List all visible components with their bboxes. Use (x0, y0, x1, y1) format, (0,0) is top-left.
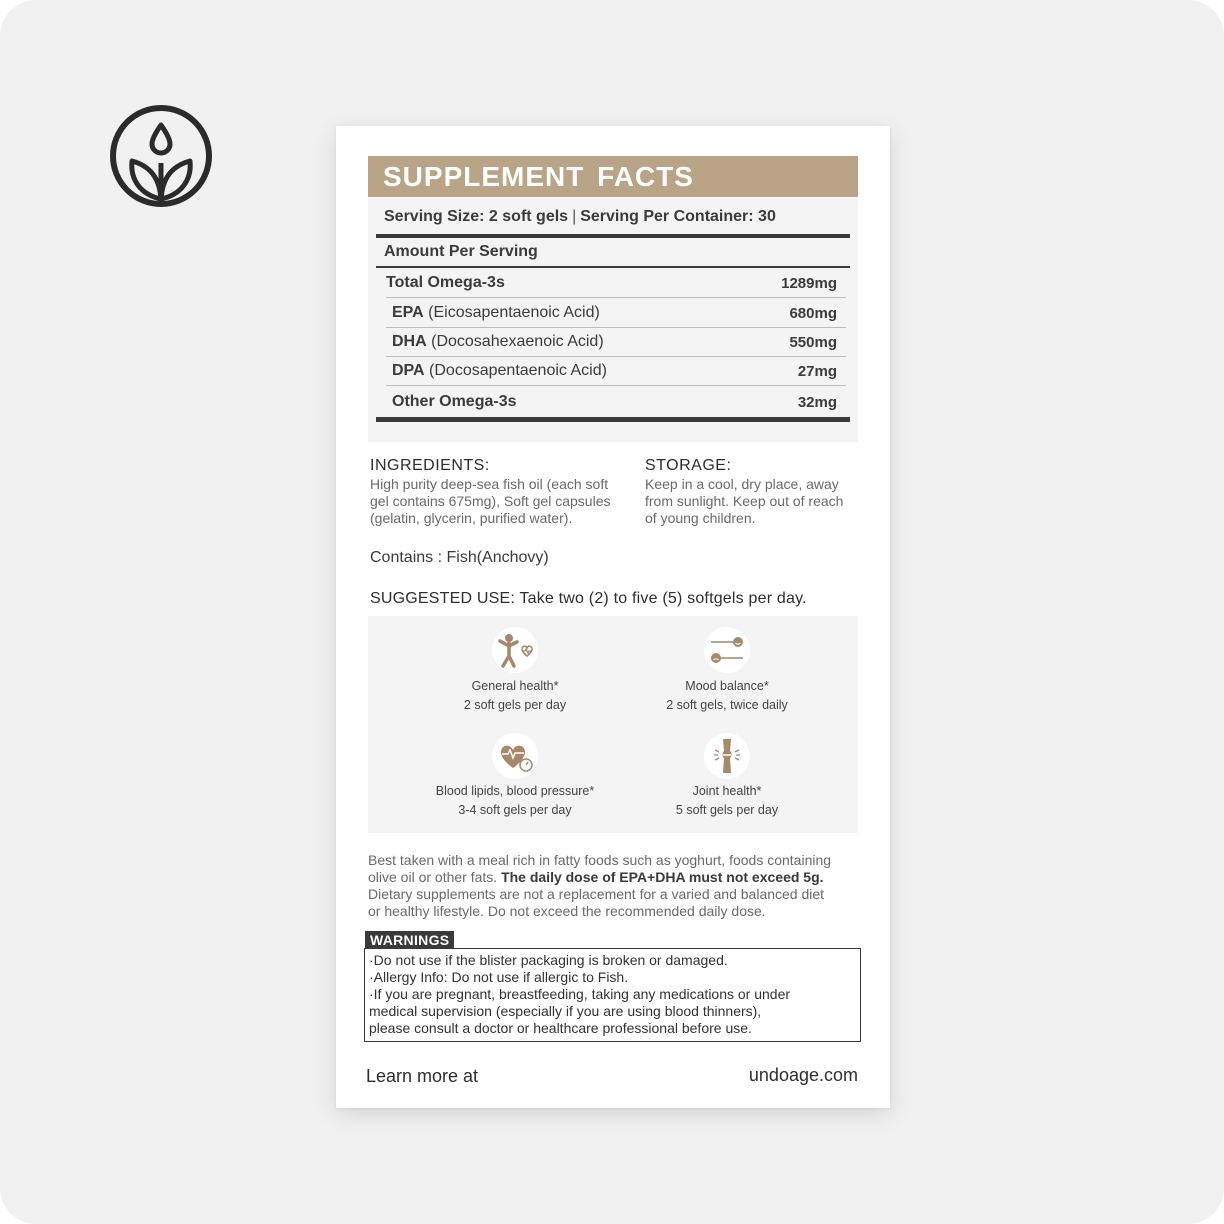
serving-per-container: Serving Per Container: 30 (580, 208, 776, 225)
learn-more-text: Learn more at (366, 1066, 479, 1086)
warning-line: medical supervision (especially if you are using blood thinners), (369, 1003, 762, 1019)
facts-row-other (392, 393, 516, 411)
website-link[interactable]: undoage.com (748, 1065, 858, 1085)
ingredients-line: High purity deep-sea fish oil (each soft (370, 476, 609, 492)
supplement-label-card (336, 126, 890, 1108)
use-dose-mood: 2 soft gels, twice daily (666, 698, 788, 712)
facts-rule-bottom (376, 417, 850, 422)
ingredients-line: gel contains 675mg), Soft gel capsules (370, 493, 611, 509)
warnings-title: WARNINGS (365, 931, 454, 949)
facts-header: SUPPLEMENT FACTS (368, 156, 858, 197)
knee-joint-icon (704, 733, 750, 779)
note-line (368, 869, 868, 886)
serving-size: Serving Size: 2 soft gels (384, 208, 569, 225)
nutrient-name: Other Omega-3s (392, 393, 517, 410)
supplement-facts-panel (368, 156, 858, 442)
facts-row-dpa (392, 362, 607, 380)
serving-line (384, 208, 776, 226)
facts-rule-thin (386, 327, 846, 328)
nutrient-name: EPA (392, 304, 424, 321)
note-line: or healthy lifestyle. Do not exceed the recommended daily dose. (368, 903, 766, 919)
facts-value-dha: 550mg (789, 334, 837, 351)
storage-line: Keep in a cool, dry place, away (645, 476, 839, 492)
ingredients-title: INGREDIENTS: (370, 457, 490, 474)
facts-row-total (386, 274, 505, 292)
use-dose-general: 2 soft gels per day (463, 698, 567, 712)
mood-slider-icon (704, 627, 750, 673)
facts-value-epa: 680mg (789, 305, 837, 322)
facts-value-other: 32mg (797, 394, 837, 411)
warnings-box (364, 948, 861, 1042)
use-dose-blood: 3-4 soft gels per day (458, 803, 572, 817)
facts-rule-thick (376, 234, 850, 238)
warning-line: ·Allergy Info: Do not use if allergic to Fish. (369, 969, 629, 985)
facts-row-epa (392, 304, 600, 322)
facts-rule-thin (386, 385, 846, 386)
use-title-general: General health* (471, 679, 559, 693)
storage-line: of young children. (645, 510, 756, 526)
storage-line: from sunlight. Keep out of reach (645, 493, 844, 509)
serving-separator: | (572, 208, 577, 225)
note-normal: olive oil or other fats. (368, 869, 502, 885)
use-title-mood: Mood balance* (685, 679, 769, 693)
facts-rule-thin (386, 356, 846, 357)
nutrient-detail: (Eicosapentaenoic Acid) (423, 304, 600, 321)
usage-grid-panel (368, 616, 858, 833)
person-heart-icon (492, 627, 538, 673)
storage-text (645, 476, 865, 527)
note-line: Dietary supplements are not a replacement for a varied and balanced diet (368, 886, 825, 902)
heart-pulse-gauge-icon (492, 733, 538, 779)
suggested-use: SUGGESTED USE: Take two (2) to five (5) softgels per day. (370, 590, 807, 607)
leaf-drop-logo-icon (108, 103, 214, 209)
ingredients-text (370, 476, 630, 527)
use-dose-joint: 5 soft gels per day (675, 803, 779, 817)
facts-value-total: 1289mg (781, 275, 837, 292)
nutrient-detail: (Docosahexaenoic Acid) (426, 333, 604, 350)
amount-per-serving: Amount Per Serving (384, 243, 538, 260)
storage-title: STORAGE: (645, 457, 732, 474)
ingredients-line: (gelatin, glycerin, purified water). (370, 510, 573, 526)
facts-rule-mid (376, 266, 850, 268)
nutrient-detail: (Docosapentaenoic Acid) (424, 362, 607, 379)
contains-allergen: Contains : Fish(Anchovy) (370, 549, 549, 566)
nutrient-name: DPA (392, 362, 425, 379)
use-title-blood: Blood lipids, blood pressure* (435, 784, 595, 798)
note-bold: The daily dose of EPA+DHA must not exceed 5g. (501, 869, 824, 885)
warning-line: ·Do not use if the blister packaging is broken or damaged. (369, 952, 728, 968)
facts-rule-thin (386, 297, 846, 298)
nutrient-name: DHA (392, 333, 427, 350)
use-title-joint: Joint health* (692, 784, 762, 798)
usage-note (368, 852, 868, 920)
facts-row-dha (392, 333, 604, 351)
facts-value-dpa: 27mg (797, 363, 837, 380)
warning-line: ·If you are pregnant, breastfeeding, taking any medications or under (369, 986, 791, 1002)
warning-line: please consult a doctor or healthcare professional before use. (369, 1020, 752, 1036)
nutrient-name: Total Omega-3s (386, 274, 505, 291)
note-line: Best taken with a meal rich in fatty foods such as yoghurt, foods containing (368, 852, 832, 868)
